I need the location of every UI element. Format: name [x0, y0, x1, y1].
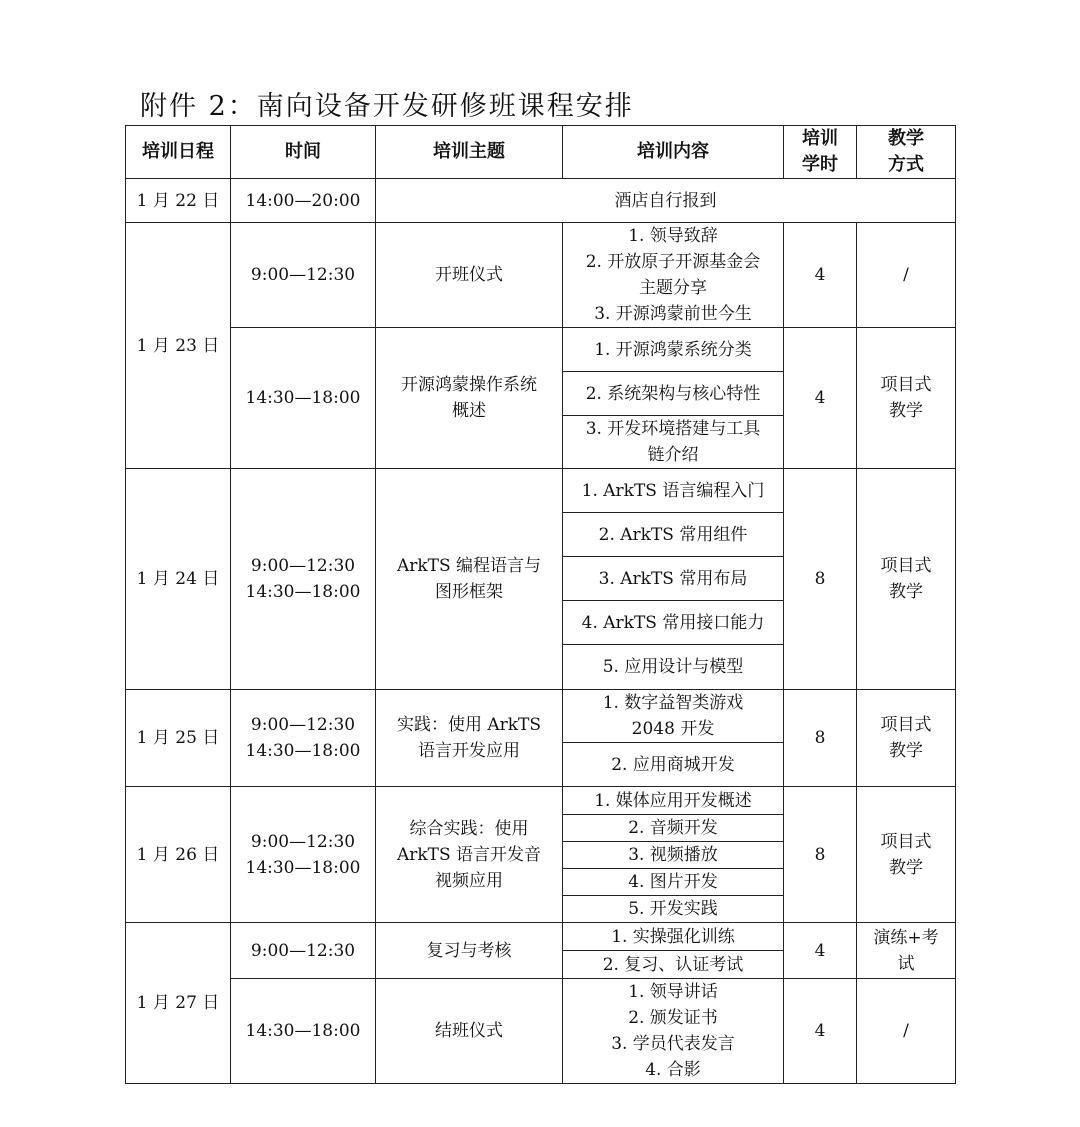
content-cell: 3. 开发环境搭建与工具 链介绍 [563, 416, 784, 469]
hours-cell: 4 [784, 328, 857, 469]
content-cell: 2. 系统架构与核心特性 [563, 372, 784, 416]
course-schedule-table [125, 125, 956, 1084]
checkin-cell: 酒店自行报到 [376, 179, 956, 223]
topic-cell: 结班仪式 [376, 979, 563, 1084]
content-cell: 2. 应用商城开发 [563, 743, 784, 787]
topic-cell: 实践：使用 ArkTS 语言开发应用 [376, 690, 563, 787]
content-cell: 4. ArkTS 常用接口能力 [563, 601, 784, 645]
topic-cell: 开源鸿蒙操作系统 概述 [376, 328, 563, 469]
content-cell: 1. 开源鸿蒙系统分类 [563, 328, 784, 372]
content-cell: 3. ArkTS 常用布局 [563, 557, 784, 601]
content-cell: 1. 媒体应用开发概述 [563, 787, 784, 815]
content-cell: 2. 音频开发 [563, 815, 784, 842]
content-cell: 5. 开发实践 [563, 896, 784, 923]
time-cell: 9:00—12:30 14:30—18:00 [231, 690, 376, 787]
topic-cell: ArkTS 编程语言与 图形框架 [376, 469, 563, 690]
content-cell: 5. 应用设计与模型 [563, 645, 784, 690]
day-cell: 1 月 25 日 [126, 690, 231, 787]
hours-cell: 4 [784, 223, 857, 328]
content-cell: 1. 领导讲话 2. 颁发证书 3. 学员代表发言 4. 合影 [563, 979, 784, 1084]
content-cell: 1. 实操强化训练 [563, 923, 784, 951]
header-topic: 培训主题 [376, 126, 563, 179]
header-method: 教学 方式 [857, 126, 956, 179]
hours-cell: 4 [784, 923, 857, 979]
topic-cell: 开班仪式 [376, 223, 563, 328]
content-cell: 1. 数字益智类游戏 2048 开发 [563, 690, 784, 743]
time-cell: 14:00—20:00 [231, 179, 376, 223]
content-cell: 3. 视频播放 [563, 842, 784, 869]
method-cell: / [857, 979, 956, 1084]
header-day: 培训日程 [126, 126, 231, 179]
hours-cell: 8 [784, 469, 857, 690]
table-row [126, 923, 956, 951]
day-cell: 1 月 24 日 [126, 469, 231, 690]
table-row [126, 223, 956, 328]
hours-cell: 4 [784, 979, 857, 1084]
time-cell: 9:00—12:30 14:30—18:00 [231, 469, 376, 690]
topic-cell: 综合实践：使用 ArkTS 语言开发音 视频应用 [376, 787, 563, 923]
content-cell: 1. 领导致辞 2. 开放原子开源基金会 主题分享 3. 开源鸿蒙前世今生 [563, 223, 784, 328]
method-cell: / [857, 223, 956, 328]
hours-cell: 8 [784, 787, 857, 923]
method-cell: 项目式 教学 [857, 690, 956, 787]
time-cell: 9:00—12:30 14:30—18:00 [231, 787, 376, 923]
method-cell: 项目式 教学 [857, 328, 956, 469]
day-cell: 1 月 26 日 [126, 787, 231, 923]
day-cell: 1 月 22 日 [126, 179, 231, 223]
time-cell: 9:00—12:30 [231, 223, 376, 328]
time-cell: 14:30—18:00 [231, 979, 376, 1084]
header-row [126, 126, 956, 179]
table-row [126, 469, 956, 513]
hours-cell: 8 [784, 690, 857, 787]
table-row [126, 179, 956, 223]
header-time: 时间 [231, 126, 376, 179]
header-content: 培训内容 [563, 126, 784, 179]
content-cell: 1. ArkTS 语言编程入门 [563, 469, 784, 513]
table-row [126, 979, 956, 1084]
method-cell: 项目式 教学 [857, 469, 956, 690]
table-row [126, 328, 956, 372]
content-cell: 4. 图片开发 [563, 869, 784, 896]
content-cell: 2. 复习、认证考试 [563, 951, 784, 979]
method-cell: 演练+考 试 [857, 923, 956, 979]
day-cell: 1 月 23 日 [126, 223, 231, 469]
header-hours: 培训 学时 [784, 126, 857, 179]
table-row [126, 787, 956, 815]
time-cell: 14:30—18:00 [231, 328, 376, 469]
method-cell: 项目式 教学 [857, 787, 956, 923]
day-cell: 1 月 27 日 [126, 923, 231, 1084]
document-title: 附件 2：南向设备开发研修班课程安排 [140, 91, 634, 122]
content-cell: 2. ArkTS 常用组件 [563, 513, 784, 557]
topic-cell: 复习与考核 [376, 923, 563, 979]
table-row [126, 690, 956, 743]
time-cell: 9:00—12:30 [231, 923, 376, 979]
